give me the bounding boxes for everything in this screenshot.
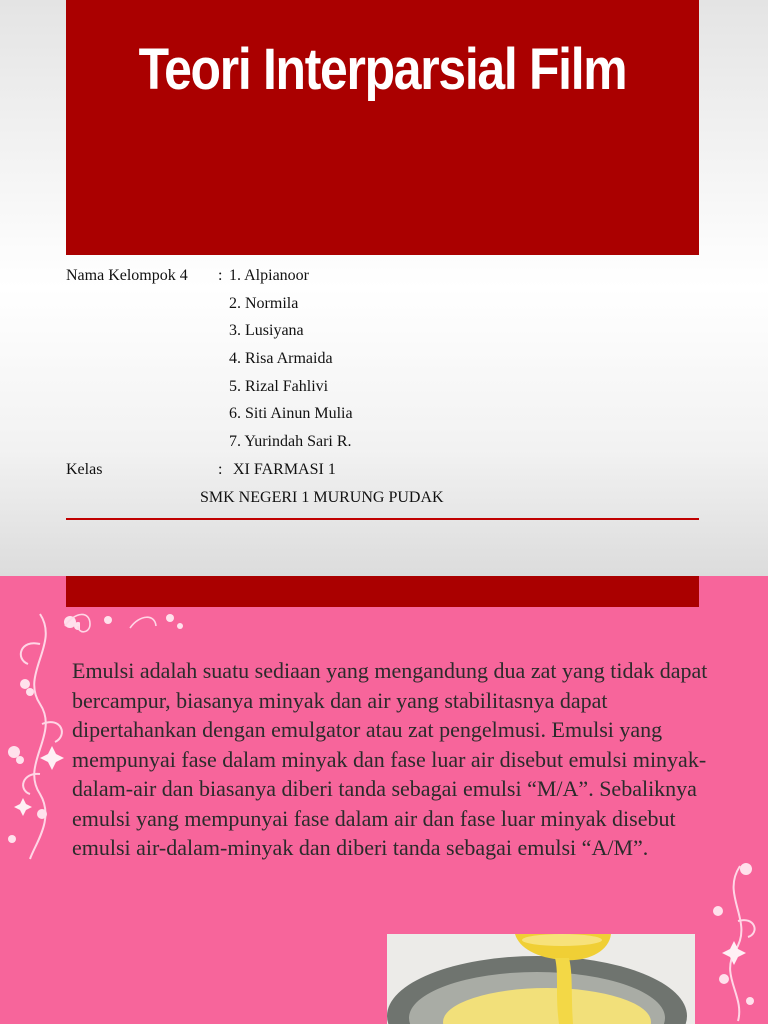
emulsion-bowl-image xyxy=(387,934,695,1024)
member-2: 2. Normila xyxy=(229,294,299,312)
slide-title-text: Teori Interparsial Film xyxy=(138,37,627,102)
member-3: 3. Lusiyana xyxy=(229,322,304,340)
red-strip xyxy=(66,576,699,607)
emulsion-paragraph: Emulsi adalah suatu sediaan yang mengandung dua zat yang tidak dapat bercampur, biasanya minyak dan air yang stabilitasnya dapat dipertahankan dengan emulgator atau zat pengelmusi. Emulsi yang mempunyai fase dalam minyak dan fase luar air disebut emulsi minyak-dalam-air dan biasanya diberi tanda sebagai emulsi “M/A”. Sebaliknya emulsi yang mempunyai fase dalam air dan fase luar minyak disebut emulsi air-dalam-minyak dan diberi tanda sebagai emulsi “A/M”. xyxy=(72,658,708,860)
divider-line xyxy=(66,518,699,520)
group-label: Nama Kelompok 4 xyxy=(66,267,188,284)
title-band xyxy=(66,0,699,255)
group-colon: : xyxy=(218,267,223,284)
member-1: 1. Alpianoor xyxy=(229,267,309,284)
class-label: Kelas xyxy=(66,460,103,478)
slide-emulsi xyxy=(0,576,768,1024)
member-7: 7. Yurindah Sari R. xyxy=(229,433,352,451)
school-name: SMK NEGERI 1 MURUNG PUDAK xyxy=(200,488,444,506)
emulsion-photo xyxy=(387,934,695,1024)
member-6: 6. Siti Ainun Mulia xyxy=(229,405,353,423)
member-4: 4. Risa Armaida xyxy=(229,350,333,368)
floral-swirl-right-icon xyxy=(700,861,768,1024)
class-value: XI FARMASI 1 xyxy=(233,460,336,478)
class-colon: : xyxy=(218,460,223,478)
floral-sprig-top-icon xyxy=(60,606,190,646)
member-5: 5. Rizal Fahlivi xyxy=(229,377,329,395)
